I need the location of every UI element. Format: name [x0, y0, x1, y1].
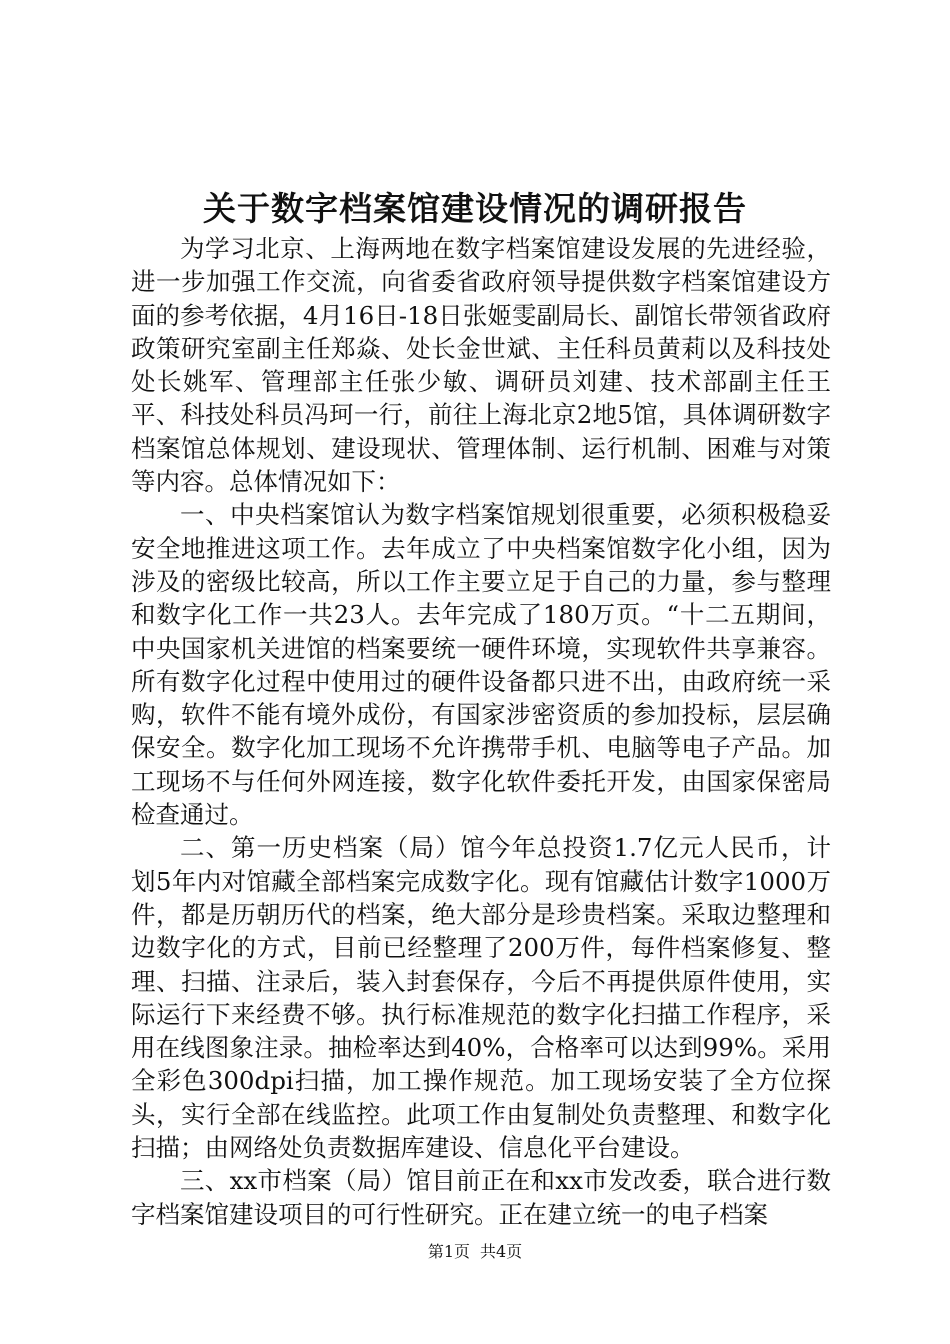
page-number: 第1页: [427, 1242, 470, 1261]
paragraph-section-3: 三、xx市档案（局）馆目前正在和xx市发改委，联合进行数字档案馆建设项目的可行性研究。正在建立统一的电子档案: [131, 1166, 831, 1229]
page-footer: [0, 1241, 950, 1263]
paragraph-section-2: 二、第一历史档案（局）馆今年总投资1.7亿元人民币，计划5年内对馆藏全部档案完成数字化。现有馆藏估计数字1000万件，都是历朝历代的档案，绝大部分是珍贵档案。采取边整理和边数字化的方式，目前已经整理了200万件，每件档案修复、整理、扫描、注录后，装入封套保存，今后不再提供原件使用，实际运行下来经费不够。执行标准规范的数字化扫描工作程序，采用在线图象注录。抽检率达到40%，合格率可以达到99%。采用全彩色300dpi扫描，加工操作规范。加工现场安装了全方位探头，实行全部在线监控。此项工作由复制处负责整理、和数字化扫描；由网络处负责数据库建设、信息化平台建设。: [131, 833, 831, 1163]
page-total: 共4页: [480, 1242, 523, 1261]
document-body: [131, 232, 831, 1231]
document-title: 关于数字档案馆建设情况的调研报告: [203, 189, 747, 228]
paragraph-intro: 为学习北京、上海两地在数字档案馆建设发展的先进经验，进一步加强工作交流，向省委省政府领导提供数字档案馆建设方面的参考依据，4月16日-18日张姬雯副局长、副馆长带领省政府政策研究室副主任郑焱、处长金世斌、主任科员黄莉以及科技处处长姚军、管理部主任张少敏、调研员刘建、技术部副主任王平、科技处科员冯珂一行，前往上海北京2地5馆，具体调研数字档案馆总体规划、建设现状、管理体制、运行机制、困难与对策等内容。总体情况如下：: [131, 234, 831, 497]
paragraph-section-1: 一、中央档案馆认为数字档案馆规划很重要，必须积极稳妥安全地推进这项工作。去年成立了中央档案馆数字化小组，因为涉及的密级比较高，所以工作主要立足于自己的力量，参与整理和数字化工作一共23人。去年完成了180万页。“十二五期间，中央国家机关进馆的档案要统一硬件环境，实现软件共享兼容。所有数字化过程中使用过的硬件设备都只进不出，由政府统一采购，软件不能有境外成份，有国家涉密资质的参加投标，层层确保安全。数字化加工现场不允许携带手机、电脑等电子产品。加工现场不与任何外网连接，数字化软件委托开发，由国家保密局检查通过。: [131, 500, 831, 830]
